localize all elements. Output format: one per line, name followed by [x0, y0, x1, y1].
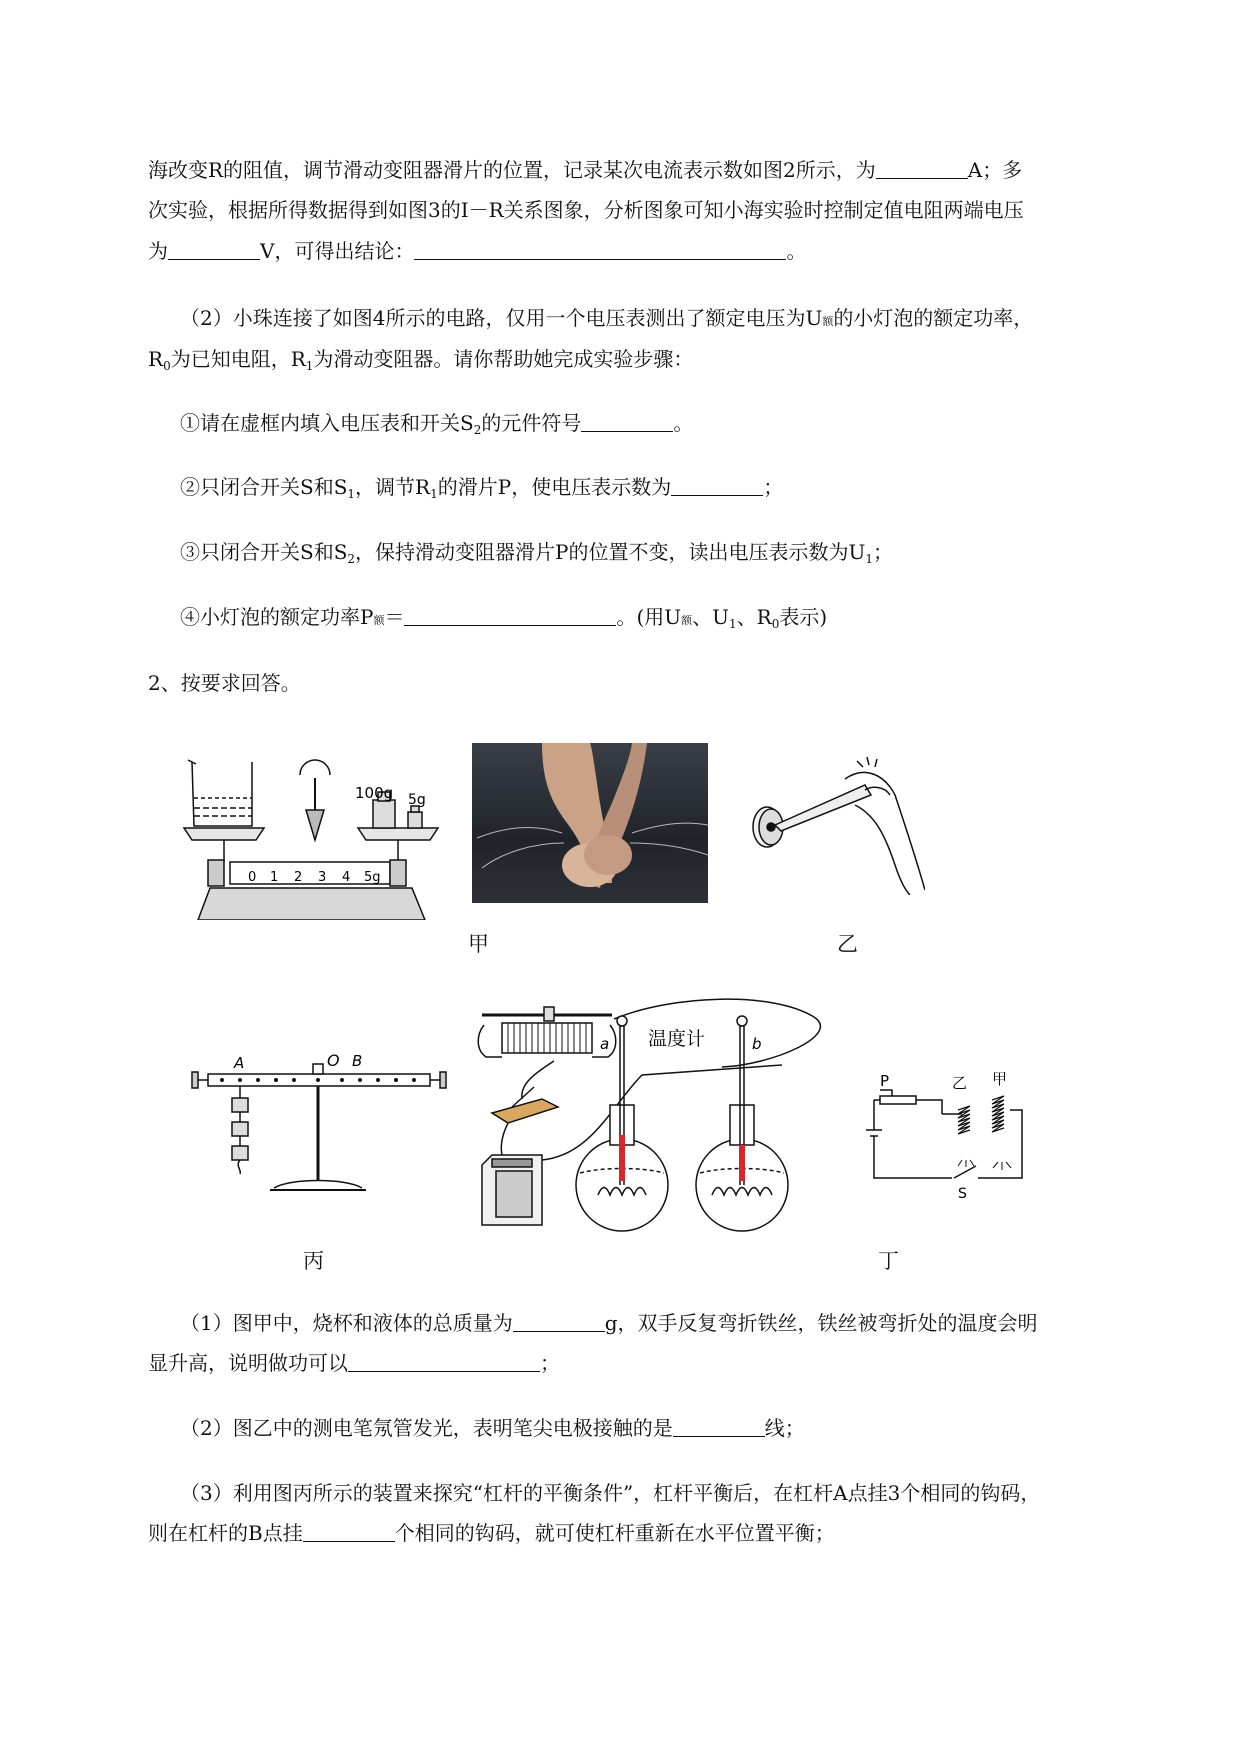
figure-caption-ding: 丁	[878, 1249, 899, 1273]
q2-part3-line2	[148, 1518, 835, 1548]
text: 、U	[692, 605, 729, 629]
text: 次实验，根据所得数据得到如图3的I－R关系图象，分析图象可知小海实验时控制定值电阻两端电压	[148, 198, 1024, 222]
subscript: 1	[305, 359, 314, 373]
heating-apparatus-figure	[472, 995, 852, 1245]
step-2	[180, 472, 783, 509]
text: ；	[540, 1351, 560, 1375]
answer-blank[interactable]	[168, 237, 260, 260]
circuit-label: 乙	[952, 1074, 968, 1092]
subscript: 额	[822, 315, 834, 328]
q2-part1-line1	[180, 1308, 1038, 1338]
text: ①请在虚框内填入电压表和开关S	[180, 411, 474, 435]
subscript: 1	[347, 487, 356, 501]
wire-bending-photo	[472, 743, 708, 903]
circuit-label: S	[958, 1186, 967, 1200]
thermometer-label: a	[600, 1035, 610, 1053]
answer-blank[interactable]	[876, 156, 968, 179]
figure-caption-jia: 甲	[468, 932, 489, 956]
ruler-tick-label: 4	[342, 870, 351, 885]
q2-part1-line2	[148, 1348, 560, 1378]
ruler-tick-label: 2	[294, 870, 303, 885]
answer-blank[interactable]	[414, 237, 786, 260]
subscript: 额	[373, 614, 385, 627]
text: 则在杠杆的B点挂	[148, 1521, 303, 1545]
text: 的滑片P，使电压表示数为	[437, 475, 672, 499]
answer-blank[interactable]	[513, 1309, 605, 1332]
subscript: 1	[729, 617, 737, 631]
step-4	[180, 602, 827, 639]
circuit-label: 甲	[992, 1070, 1008, 1088]
lever-label: O	[327, 1051, 340, 1070]
thermometer-title: 温度计	[648, 1028, 706, 1050]
lever-figure	[190, 1038, 450, 1198]
subscript: 2	[473, 423, 482, 437]
answer-blank[interactable]	[671, 473, 763, 496]
ruler-tick-label: 3	[318, 870, 327, 885]
electromagnet-figure	[862, 1070, 1042, 1200]
text: 为	[148, 239, 168, 263]
step-3	[180, 537, 893, 574]
text: 表示)	[779, 605, 828, 629]
answer-blank[interactable]	[303, 1519, 395, 1542]
text: ＝	[384, 605, 405, 629]
subscript: 1	[865, 552, 873, 566]
q2-part2	[180, 1413, 805, 1443]
text: ②只闭合开关S和S	[180, 475, 348, 499]
text: V，可得出结论：	[260, 239, 415, 263]
text: g，双手反复弯折铁丝，铁丝被弯折处的温度会明	[604, 1311, 1038, 1335]
text: （2）小珠连接了如图4所示的电路，仅用一个电压表测出了额定电压为U	[180, 306, 823, 330]
text: 为已知电阻，R	[170, 347, 306, 371]
subscript: 额	[681, 614, 693, 627]
test-pen-figure	[745, 755, 925, 895]
text: 海改变R的阻值，调节滑动变阻器滑片的位置，记录某次电流表示数如图2所示，为	[148, 158, 876, 182]
answer-blank[interactable]	[404, 603, 616, 626]
figure-caption-yi: 乙	[837, 932, 858, 956]
ruler-tick-label: 0	[248, 870, 257, 885]
text: 。	[786, 239, 807, 263]
subscript: 0	[771, 617, 780, 631]
circuit-label: P	[880, 1072, 890, 1090]
q1-part2-line2	[148, 344, 693, 381]
thermometer-label: b	[752, 1035, 762, 1053]
weight-label: 100g	[355, 784, 394, 802]
weight-label: 5g	[408, 792, 426, 808]
thermometer-liquid-a	[619, 1135, 625, 1181]
ruler-tick-label: 5g	[364, 870, 381, 885]
text: 个相同的钩码，就可使杠杆重新在水平位置平衡；	[394, 1521, 835, 1545]
text: ，调节R	[355, 475, 431, 499]
text: R	[148, 347, 164, 371]
text: 线；	[764, 1416, 805, 1440]
text: 为滑动变阻器。请你帮助她完成实验步骤：	[313, 347, 694, 371]
text: 。(用U	[616, 605, 682, 629]
subscript: 0	[163, 359, 171, 373]
text: ；	[763, 475, 784, 499]
subscript: 2	[347, 552, 356, 566]
text: 。	[673, 411, 694, 435]
text: 、R	[736, 605, 772, 629]
q1-line2	[148, 195, 1024, 225]
figure-caption-bing: 丙	[303, 1249, 324, 1273]
lever-label: B	[352, 1052, 363, 1070]
subscript: 1	[430, 487, 438, 501]
text: A；多	[967, 158, 1023, 182]
text: ；	[873, 540, 893, 564]
balance-figure	[180, 750, 450, 920]
thermometer-liquid-b	[739, 1145, 745, 1181]
text: 显升高，说明做功可以	[148, 1351, 348, 1375]
text: （2）图乙中的测电笔氖管发光，表明笔尖电极接触的是	[180, 1416, 673, 1440]
step-1	[180, 408, 693, 445]
q2-part3-line1	[180, 1478, 1040, 1508]
hands-illustration	[472, 743, 708, 903]
answer-blank[interactable]	[673, 1414, 765, 1437]
text: ④小灯泡的额定功率P	[180, 605, 374, 629]
text: （1）图甲中，烧杯和液体的总质量为	[180, 1311, 513, 1335]
q1-line1	[148, 155, 1022, 185]
text: 2、按要求回答。	[148, 671, 301, 695]
text: （3）利用图丙所示的装置来探究“杠杆的平衡条件”，杠杆平衡后，在杠杆A点挂3个相同的钩码，	[180, 1481, 1041, 1505]
answer-blank[interactable]	[348, 1349, 540, 1372]
lever-label: A	[234, 1054, 245, 1072]
q1-part2-line1	[180, 303, 1033, 337]
text: ③只闭合开关S和S	[180, 540, 348, 564]
text: 的小灯泡的额定功率，	[833, 306, 1034, 330]
text: ，保持滑动变阻器滑片P的位置不变，读出电压表示数为U	[355, 540, 866, 564]
text: 的元件符号	[481, 411, 582, 435]
q2-title	[148, 668, 301, 698]
q1-line3	[148, 236, 806, 266]
answer-blank[interactable]	[581, 409, 673, 432]
ruler-tick-label: 1	[270, 870, 279, 885]
